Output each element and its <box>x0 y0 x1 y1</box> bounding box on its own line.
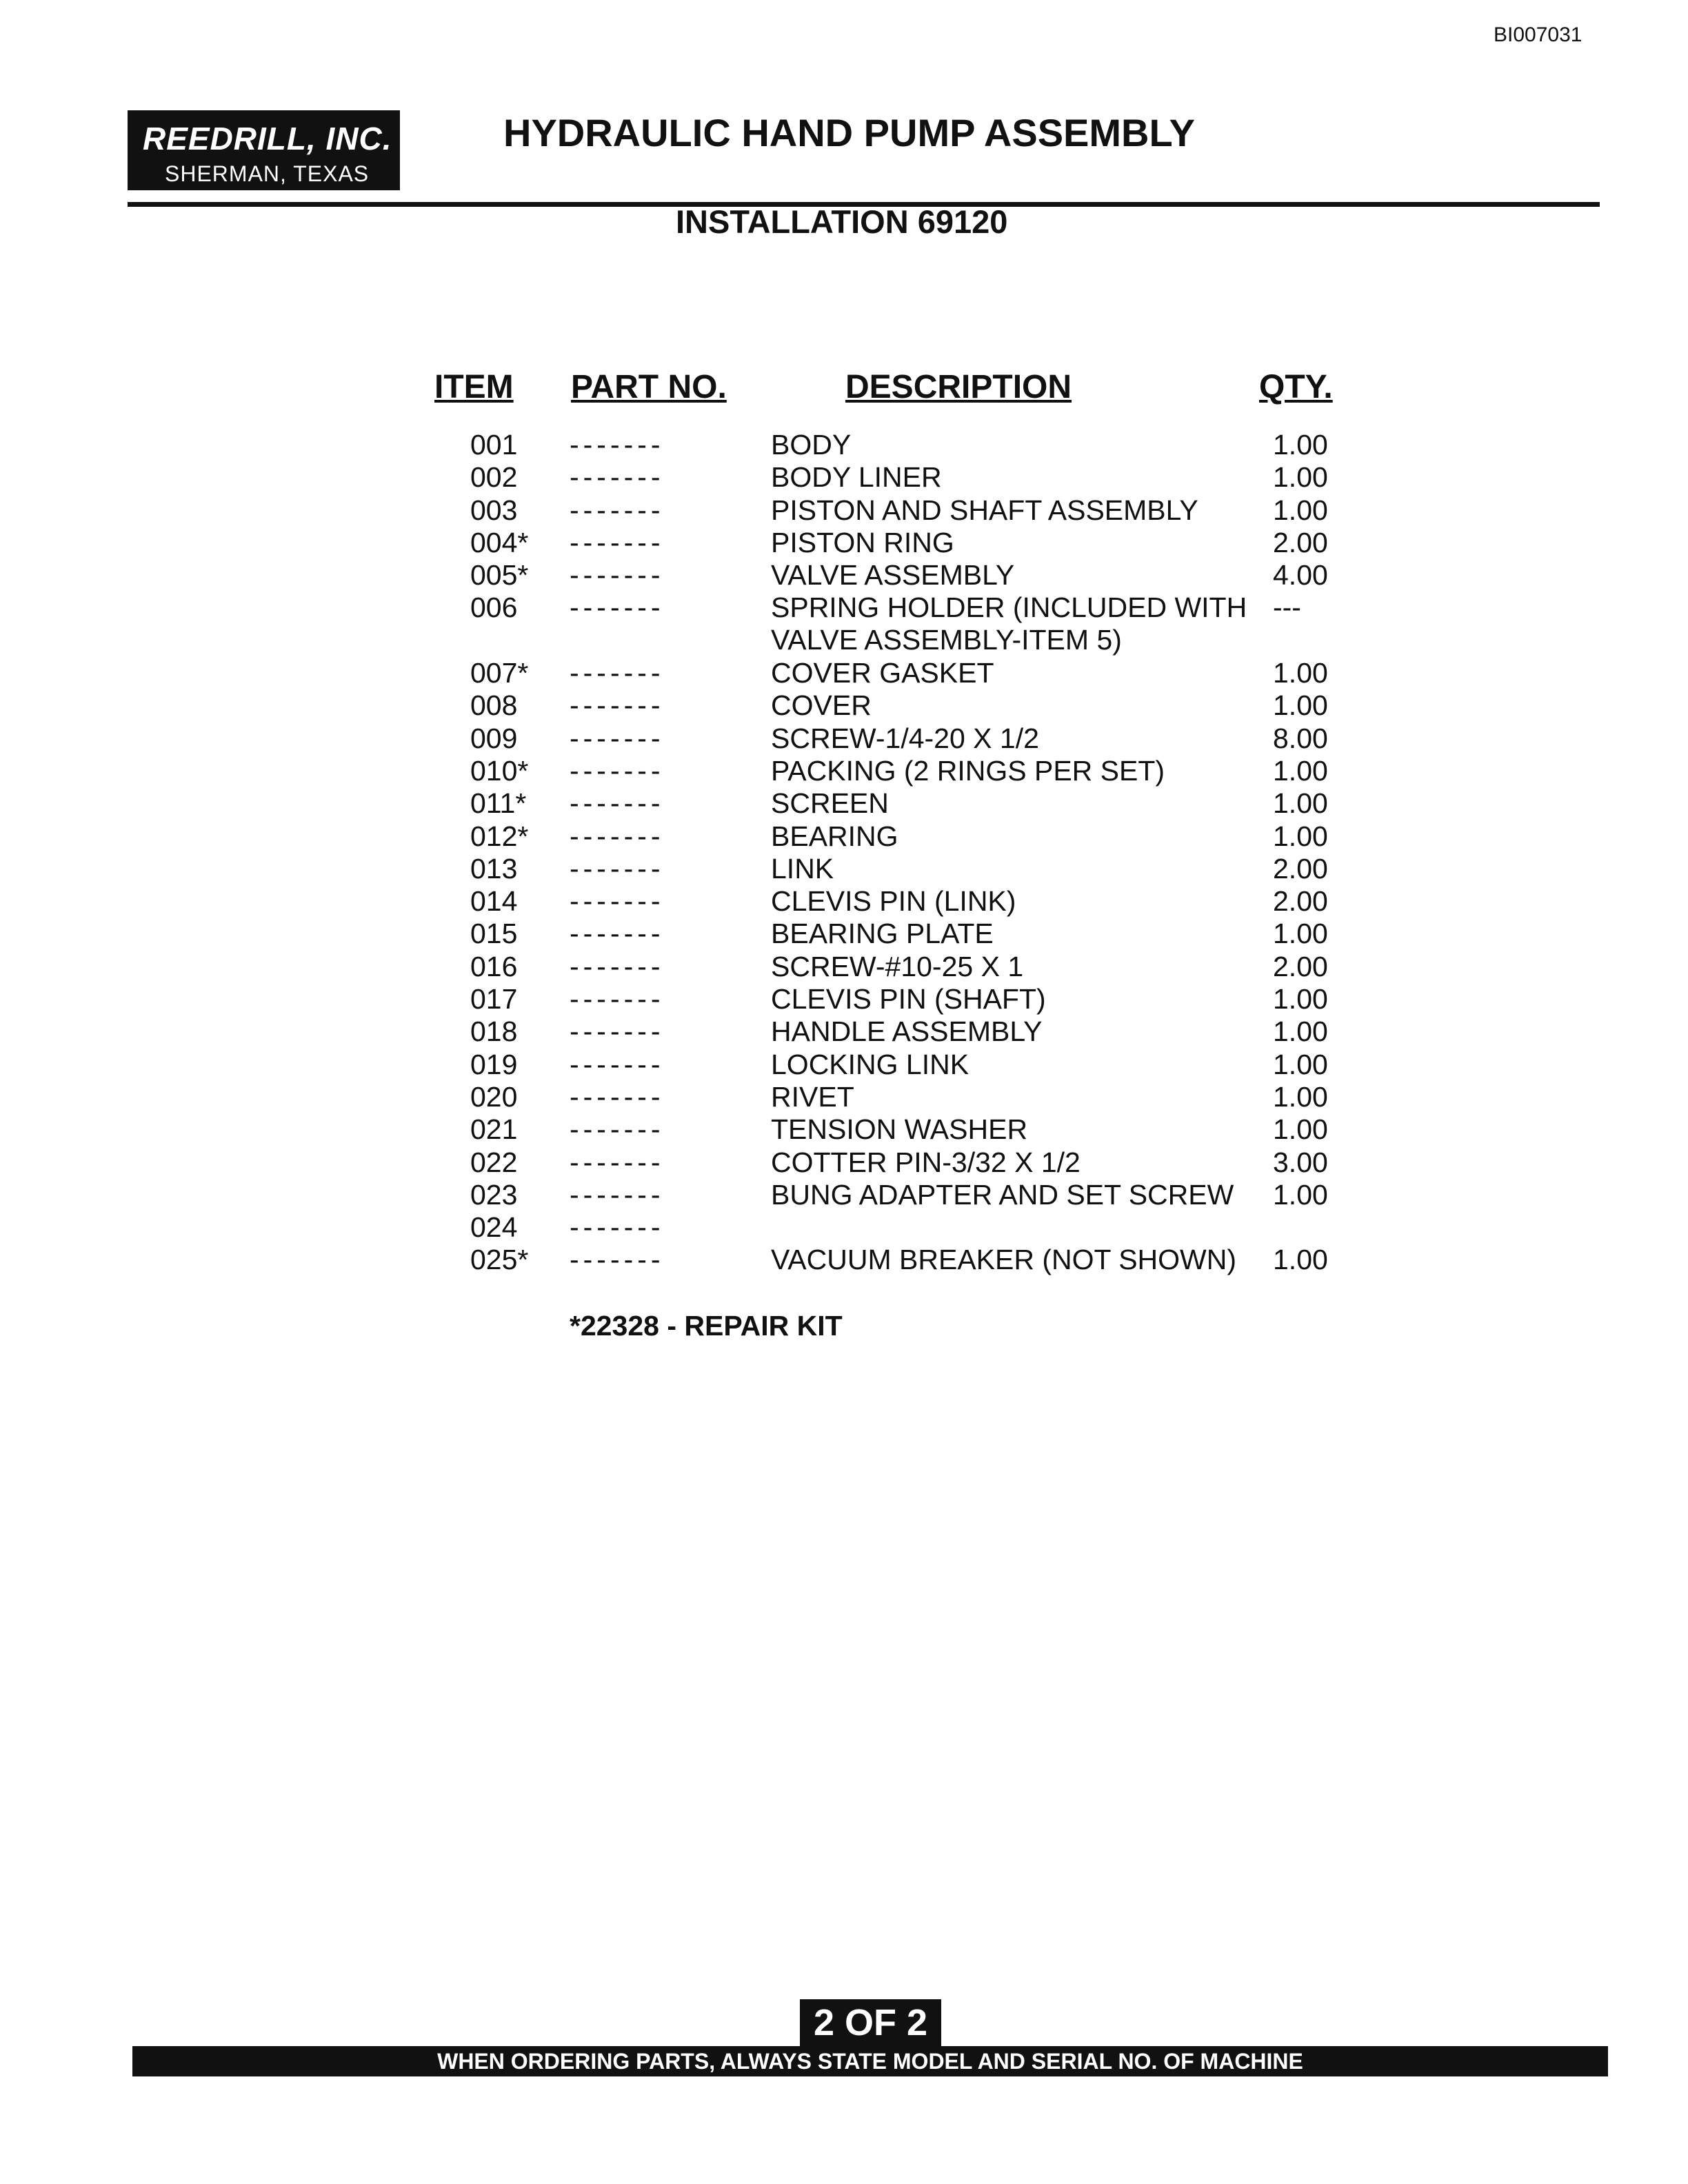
part-number: ------- <box>570 657 665 689</box>
description: PACKING (2 RINGS PER SET) <box>771 754 1165 787</box>
table-row <box>0 1049 1688 1081</box>
part-number: ------- <box>570 1080 665 1113</box>
table-row <box>0 1211 1688 1244</box>
quantity: 2.00 <box>1273 885 1328 918</box>
quantity: 1.00 <box>1273 918 1328 950</box>
logo-company-name: REEDRILL, INC. <box>143 121 392 156</box>
description: SCREW-1/4-20 X 1/2 <box>771 722 1039 754</box>
quantity: 1.00 <box>1273 754 1328 787</box>
table-row <box>0 494 1688 527</box>
table-row <box>0 1244 1688 1276</box>
item-number: 023 <box>470 1178 518 1211</box>
part-number: ------- <box>570 787 665 820</box>
quantity: 1.00 <box>1273 787 1328 820</box>
item-number: 020 <box>470 1080 518 1113</box>
item-number: 014 <box>470 885 518 918</box>
table-row <box>0 689 1688 722</box>
description: COVER GASKET <box>771 657 994 689</box>
quantity: 1.00 <box>1273 461 1328 494</box>
column-header-description: DESCRIPTION <box>845 369 1072 405</box>
item-number: 016 <box>470 950 518 982</box>
item-number: 017 <box>470 983 518 1015</box>
item-number: 004* <box>470 526 529 558</box>
item-number: 006 <box>470 592 518 624</box>
quantity: 1.00 <box>1273 1015 1328 1048</box>
item-number: 002 <box>470 461 518 494</box>
table-row <box>0 885 1688 918</box>
description: COVER <box>771 689 872 722</box>
description: CLEVIS PIN (SHAFT) <box>771 983 1046 1015</box>
part-number: ------- <box>570 983 665 1015</box>
page-subtitle: INSTALLATION 69120 <box>676 203 1008 240</box>
table-row <box>0 592 1688 657</box>
table-row <box>0 1113 1688 1146</box>
table-row <box>0 527 1688 559</box>
item-number: 003 <box>470 494 518 526</box>
part-number: ------- <box>570 526 665 558</box>
table-row <box>0 1081 1688 1113</box>
description: SPRING HOLDER (INCLUDED WITH <box>771 592 1247 624</box>
quantity: 1.00 <box>1273 1048 1328 1080</box>
description: BODY <box>771 429 852 461</box>
logo-city: SHERMAN, TEXAS <box>165 161 370 186</box>
item-number: 022 <box>470 1146 518 1178</box>
column-header-item: ITEM <box>434 369 514 405</box>
quantity: 3.00 <box>1273 1146 1328 1178</box>
part-number: ------- <box>570 950 665 982</box>
part-number: ------- <box>570 820 665 852</box>
column-header-qty: QTY. <box>1259 369 1333 405</box>
part-number: ------- <box>570 852 665 884</box>
quantity: 1.00 <box>1273 1178 1328 1211</box>
quantity: 1.00 <box>1273 689 1328 722</box>
part-number: ------- <box>570 918 665 950</box>
part-number: ------- <box>570 885 665 918</box>
description: BEARING <box>771 820 898 852</box>
quantity: 1.00 <box>1273 983 1328 1015</box>
quantity: 2.00 <box>1273 526 1328 558</box>
document-id: BI007031 <box>1494 23 1582 46</box>
footer-notice: WHEN ORDERING PARTS, ALWAYS STATE MODEL AND SERIAL NO. OF MACHINE <box>132 2046 1608 2076</box>
part-number: ------- <box>570 1048 665 1080</box>
description: VALVE ASSEMBLY <box>771 559 1015 592</box>
item-number: 008 <box>470 689 518 722</box>
item-number: 025* <box>470 1244 529 1276</box>
item-number: 011* <box>470 787 527 820</box>
quantity: 1.00 <box>1273 494 1328 526</box>
quantity: 1.00 <box>1273 657 1328 689</box>
page-title: HYDRAULIC HAND PUMP ASSEMBLY <box>503 111 1195 154</box>
company-logo <box>128 110 400 190</box>
table-row <box>0 1179 1688 1211</box>
table-row <box>0 559 1688 592</box>
description: BUNG ADAPTER AND SET SCREW <box>771 1178 1234 1211</box>
item-number: 013 <box>470 852 518 884</box>
table-row <box>0 1015 1688 1048</box>
part-number: ------- <box>570 1244 665 1276</box>
quantity: 4.00 <box>1273 559 1328 592</box>
description: BODY LINER <box>771 461 942 494</box>
description: LINK <box>771 852 834 884</box>
repair-kit-note: *22328 - REPAIR KIT <box>570 1310 843 1342</box>
table-row <box>0 1146 1688 1179</box>
part-number: ------- <box>570 461 665 494</box>
quantity: 1.00 <box>1273 1244 1328 1276</box>
description: COTTER PIN-3/32 X 1/2 <box>771 1146 1081 1178</box>
quantity: 1.00 <box>1273 1113 1328 1146</box>
description: SCREEN <box>771 787 889 820</box>
item-number: 001 <box>470 429 518 461</box>
description: HANDLE ASSEMBLY <box>771 1015 1043 1048</box>
table-row <box>0 951 1688 983</box>
part-number: ------- <box>570 429 665 461</box>
description: PISTON RING <box>771 526 954 558</box>
item-number: 018 <box>470 1015 518 1048</box>
item-number: 015 <box>470 918 518 950</box>
table-row <box>0 461 1688 494</box>
item-number: 012* <box>470 820 529 852</box>
description: BEARING PLATE <box>771 918 994 950</box>
part-number: ------- <box>570 1211 665 1244</box>
table-row <box>0 853 1688 885</box>
item-number: 021 <box>470 1113 518 1146</box>
part-number: ------- <box>570 689 665 722</box>
description: RIVET <box>771 1080 854 1113</box>
quantity: 8.00 <box>1273 722 1328 754</box>
table-row <box>0 983 1688 1015</box>
description-continued: VALVE ASSEMBLY-ITEM 5) <box>771 624 1122 656</box>
part-number: ------- <box>570 494 665 526</box>
column-header-part-no: PART NO. <box>571 369 727 405</box>
quantity: 1.00 <box>1273 820 1328 852</box>
table-row <box>0 755 1688 787</box>
quantity: 1.00 <box>1273 1080 1328 1113</box>
description: SCREW-#10-25 X 1 <box>771 950 1024 982</box>
page-number: 2 OF 2 <box>800 1999 941 2046</box>
description: TENSION WASHER <box>771 1113 1028 1146</box>
table-row <box>0 722 1688 755</box>
description: VACUUM BREAKER (NOT SHOWN) <box>771 1244 1237 1276</box>
quantity: 1.00 <box>1273 429 1328 461</box>
part-number: ------- <box>570 1015 665 1048</box>
table-row <box>0 657 1688 689</box>
table-row <box>0 918 1688 950</box>
quantity: 2.00 <box>1273 950 1328 982</box>
part-number: ------- <box>570 754 665 787</box>
item-number: 019 <box>470 1048 518 1080</box>
parts-table <box>0 429 1688 1277</box>
table-row <box>0 429 1688 461</box>
item-number: 005* <box>470 559 529 592</box>
quantity: --- <box>1273 592 1301 624</box>
part-number: ------- <box>570 1178 665 1211</box>
table-row <box>0 820 1688 853</box>
item-number: 010* <box>470 754 529 787</box>
part-number: ------- <box>570 559 665 592</box>
item-number: 007* <box>470 657 529 689</box>
item-number: 024 <box>470 1211 518 1244</box>
table-row <box>0 787 1688 820</box>
description: CLEVIS PIN (LINK) <box>771 885 1016 918</box>
part-number: ------- <box>570 722 665 754</box>
part-number: ------- <box>570 1113 665 1146</box>
part-number: ------- <box>570 1146 665 1178</box>
description: LOCKING LINK <box>771 1048 969 1080</box>
part-number: ------- <box>570 592 665 624</box>
quantity: 2.00 <box>1273 852 1328 884</box>
item-number: 009 <box>470 722 518 754</box>
description: PISTON AND SHAFT ASSEMBLY <box>771 494 1198 526</box>
